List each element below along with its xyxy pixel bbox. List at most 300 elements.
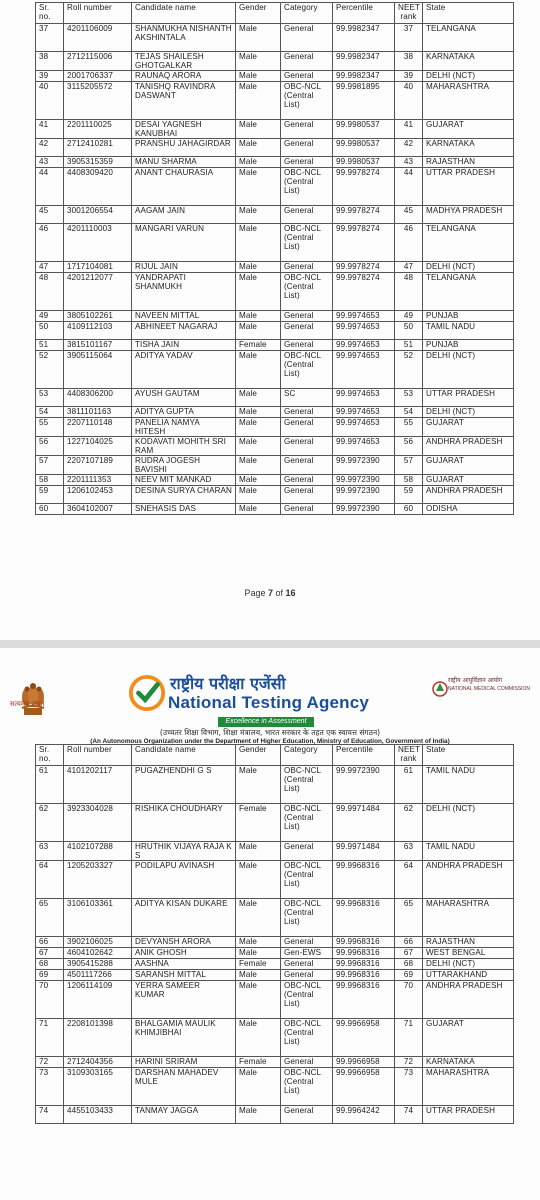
emblem-motto: सत्यमेव जयते: [10, 700, 45, 708]
gender-cell: Male: [236, 120, 281, 139]
candidate-name-cell: KODAVATI MOHITH SRI RAM: [132, 437, 236, 456]
gender-cell: Male: [236, 273, 281, 311]
table-row: [36, 937, 514, 948]
sr-no-cell: 56: [36, 437, 64, 456]
gender-cell: Male: [236, 168, 281, 206]
table-row: [36, 139, 514, 157]
sr-no-cell: 71: [36, 1019, 64, 1057]
gender-cell: Male: [236, 1068, 281, 1106]
candidate-name-cell: ABHINEET NAGARAJ: [132, 322, 236, 340]
state-cell: DELHI (NCT): [423, 351, 514, 389]
roll-number-cell: 4109112103: [64, 322, 132, 340]
table-row: [36, 340, 514, 351]
sr-no-cell: 45: [36, 206, 64, 224]
candidate-name-cell: DARSHAN MAHADEV MULE: [132, 1068, 236, 1106]
roll-number-cell: 1717104081: [64, 262, 132, 273]
sr-no-cell: 51: [36, 340, 64, 351]
header-roll-number: Roll number: [64, 745, 132, 766]
category-cell: OBC-NCL (Central List): [281, 804, 333, 842]
percentile-cell: 99.9978274: [333, 206, 395, 224]
roll-number-cell: 4201106009: [64, 24, 132, 52]
category-cell: SC: [281, 389, 333, 407]
candidate-name-cell: MANU SHARMA: [132, 157, 236, 168]
category-cell: OBC-NCL (Central List): [281, 168, 333, 206]
percentile-cell: 99.9972390: [333, 475, 395, 486]
page-prefix: Page: [244, 588, 268, 598]
sr-no-cell: 44: [36, 168, 64, 206]
percentile-cell: 99.9982347: [333, 24, 395, 52]
neet-rank-cell: 45: [395, 206, 423, 224]
neet-rank-cell: 64: [395, 861, 423, 899]
candidate-name-cell: ANANT CHAURASIA: [132, 168, 236, 206]
neet-rank-cell: 50: [395, 322, 423, 340]
table-row: [36, 1068, 514, 1106]
neet-rank-cell: 66: [395, 937, 423, 948]
percentile-cell: 99.9966958: [333, 1019, 395, 1057]
candidate-name-cell: MANGARI VARUN: [132, 224, 236, 262]
state-cell: UTTAR PRADESH: [423, 389, 514, 407]
roll-number-cell: 2712115006: [64, 52, 132, 71]
page-mid: of: [273, 588, 286, 598]
state-cell: KARNATAKA: [423, 139, 514, 157]
percentile-cell: 99.9966958: [333, 1068, 395, 1106]
table-header-row: [36, 745, 514, 766]
category-cell: General: [281, 262, 333, 273]
gender-cell: Male: [236, 139, 281, 157]
state-cell: KARNATAKA: [423, 1057, 514, 1068]
sr-no-cell: 66: [36, 937, 64, 948]
percentile-cell: 99.9968316: [333, 970, 395, 981]
nta-english-title: National Testing Agency: [168, 693, 370, 712]
candidate-name-cell: DEVYANSH ARORA: [132, 937, 236, 948]
neet-rank-cell: 49: [395, 311, 423, 322]
category-cell: OBC-NCL (Central List): [281, 899, 333, 937]
sr-no-cell: 68: [36, 959, 64, 970]
neet-rank-cell: 67: [395, 948, 423, 959]
candidate-name-cell: RISHIKA CHOUDHARY: [132, 804, 236, 842]
table-row: [36, 861, 514, 899]
candidate-name-cell: ADITYA GUPTA: [132, 407, 236, 418]
percentile-cell: 99.9978274: [333, 273, 395, 311]
percentile-cell: 99.9980537: [333, 157, 395, 168]
gender-cell: Male: [236, 262, 281, 273]
table-header-row: [36, 3, 514, 24]
table-row: [36, 1019, 514, 1057]
percentile-cell: 99.9971484: [333, 804, 395, 842]
percentile-cell: 99.9968316: [333, 981, 395, 1019]
roll-number-cell: 3805102261: [64, 311, 132, 322]
table-row: [36, 486, 514, 504]
percentile-cell: 99.9982347: [333, 71, 395, 82]
header-state: State: [423, 3, 514, 24]
table-row: [36, 82, 514, 120]
roll-number-cell: 3811101163: [64, 407, 132, 418]
roll-number-cell: 3001206554: [64, 206, 132, 224]
state-cell: ANDHRA PRADESH: [423, 486, 514, 504]
percentile-cell: 99.9972390: [333, 456, 395, 475]
neet-rank-cell: 48: [395, 273, 423, 311]
sr-no-cell: 50: [36, 322, 64, 340]
table-row: [36, 456, 514, 475]
neet-rank-cell: 56: [395, 437, 423, 456]
header-category: Category: [281, 745, 333, 766]
header-neet-rank: NEET rank: [395, 3, 423, 24]
neet-rank-cell: 42: [395, 139, 423, 157]
roll-number-cell: 2208101398: [64, 1019, 132, 1057]
table-row: [36, 959, 514, 970]
percentile-cell: 99.9978274: [333, 168, 395, 206]
candidate-name-cell: ANIK GHOSH: [132, 948, 236, 959]
sr-no-cell: 61: [36, 766, 64, 804]
roll-number-cell: 2712410281: [64, 139, 132, 157]
percentile-cell: 99.9978274: [333, 224, 395, 262]
header-state: State: [423, 745, 514, 766]
roll-number-cell: 3902106025: [64, 937, 132, 948]
category-cell: General: [281, 475, 333, 486]
sr-no-cell: 43: [36, 157, 64, 168]
header-sr-no: Sr. no.: [36, 745, 64, 766]
percentile-cell: 99.9974653: [333, 311, 395, 322]
table-row: [36, 120, 514, 139]
neet-rank-cell: 37: [395, 24, 423, 52]
header-percentile: Percentile: [333, 3, 395, 24]
header-percentile: Percentile: [333, 745, 395, 766]
state-cell: MAHARASHTRA: [423, 1068, 514, 1106]
candidate-name-cell: PANELIA NAMYA HITESH: [132, 418, 236, 437]
table-row: [36, 948, 514, 959]
table-row: [36, 24, 514, 52]
sr-no-cell: 69: [36, 970, 64, 981]
sr-no-cell: 55: [36, 418, 64, 437]
page-number: [0, 588, 540, 598]
percentile-cell: 99.9968316: [333, 948, 395, 959]
header-roll-number: Roll number: [64, 3, 132, 24]
header-candidate-name: Candidate name: [132, 3, 236, 24]
candidate-name-cell: NEEV MIT MANKAD: [132, 475, 236, 486]
nta-hindi-title: राष्ट्रीय परीक्षा एजेंसी: [170, 674, 286, 693]
roll-number-cell: 2207107189: [64, 456, 132, 475]
table-row: [36, 351, 514, 389]
table-row: [36, 168, 514, 206]
neet-rank-cell: 65: [395, 899, 423, 937]
neet-rank-cell: 51: [395, 340, 423, 351]
gender-cell: Male: [236, 981, 281, 1019]
sr-no-cell: 67: [36, 948, 64, 959]
roll-number-cell: 3106103361: [64, 899, 132, 937]
gender-cell: Male: [236, 937, 281, 948]
table-row: [36, 804, 514, 842]
percentile-cell: 99.9964242: [333, 1106, 395, 1124]
roll-number-cell: 2001706337: [64, 71, 132, 82]
sr-no-cell: 52: [36, 351, 64, 389]
percentile-cell: 99.9968316: [333, 959, 395, 970]
category-cell: OBC-NCL (Central List): [281, 351, 333, 389]
neet-rank-cell: 70: [395, 981, 423, 1019]
gender-cell: Male: [236, 311, 281, 322]
gender-cell: Male: [236, 842, 281, 861]
nta-tagline: Excellence in Assessment: [218, 717, 314, 727]
sr-no-cell: 72: [36, 1057, 64, 1068]
page-current: 7: [267, 588, 273, 598]
candidate-name-cell: SARANSH MITTAL: [132, 970, 236, 981]
category-cell: General: [281, 322, 333, 340]
gender-cell: Male: [236, 504, 281, 515]
category-cell: General: [281, 311, 333, 322]
sr-no-cell: 40: [36, 82, 64, 120]
roll-number-cell: 4201110003: [64, 224, 132, 262]
roll-number-cell: 3109303165: [64, 1068, 132, 1106]
neet-rank-cell: 47: [395, 262, 423, 273]
percentile-cell: 99.9974653: [333, 351, 395, 389]
gender-cell: Male: [236, 456, 281, 475]
candidate-name-cell: ADITYA KISAN DUKARE: [132, 899, 236, 937]
sr-no-cell: 57: [36, 456, 64, 475]
roll-number-cell: 1206102453: [64, 486, 132, 504]
state-cell: DELHI (NCT): [423, 959, 514, 970]
candidate-name-cell: YANDRAPATI SHANMUKH: [132, 273, 236, 311]
gender-cell: Male: [236, 899, 281, 937]
header-category: Category: [281, 3, 333, 24]
neet-rank-cell: 53: [395, 389, 423, 407]
percentile-cell: 99.9968316: [333, 937, 395, 948]
category-cell: General: [281, 139, 333, 157]
category-cell: General: [281, 842, 333, 861]
neet-rank-cell: 46: [395, 224, 423, 262]
roll-number-cell: 4408306200: [64, 389, 132, 407]
neet-rank-cell: 62: [395, 804, 423, 842]
category-cell: OBC-NCL (Central List): [281, 981, 333, 1019]
neet-rank-cell: 40: [395, 82, 423, 120]
roll-number-cell: 4408309420: [64, 168, 132, 206]
roll-number-cell: 3905315359: [64, 157, 132, 168]
percentile-cell: 99.9974653: [333, 407, 395, 418]
table-row: [36, 970, 514, 981]
header-sr-no: Sr. no.: [36, 3, 64, 24]
neet-rank-cell: 54: [395, 407, 423, 418]
percentile-cell: 99.9974653: [333, 389, 395, 407]
gender-cell: Male: [236, 948, 281, 959]
roll-number-cell: 4201212077: [64, 273, 132, 311]
candidate-name-cell: RIJUL JAIN: [132, 262, 236, 273]
roll-number-cell: 3604102007: [64, 504, 132, 515]
state-cell: RAJASTHAN: [423, 157, 514, 168]
state-cell: UTTARAKHAND: [423, 970, 514, 981]
state-cell: TAMIL NADU: [423, 842, 514, 861]
candidate-name-cell: SNEHASIS DAS: [132, 504, 236, 515]
candidate-name-cell: HRUTHIK VIJAYA RAJA K S: [132, 842, 236, 861]
category-cell: General: [281, 418, 333, 437]
percentile-cell: 99.9968316: [333, 861, 395, 899]
percentile-cell: 99.9982347: [333, 52, 395, 71]
percentile-cell: 99.9972390: [333, 766, 395, 804]
sr-no-cell: 62: [36, 804, 64, 842]
table-row: [36, 407, 514, 418]
gender-cell: Male: [236, 351, 281, 389]
state-cell: RAJASTHAN: [423, 937, 514, 948]
sr-no-cell: 63: [36, 842, 64, 861]
table-row: [36, 224, 514, 262]
roll-number-cell: 1206114109: [64, 981, 132, 1019]
roll-number-cell: 4102107288: [64, 842, 132, 861]
state-cell: DELHI (NCT): [423, 407, 514, 418]
state-cell: UTTAR PRADESH: [423, 1106, 514, 1124]
percentile-cell: 99.9974653: [333, 437, 395, 456]
table-row: [36, 437, 514, 456]
gender-cell: Female: [236, 804, 281, 842]
gender-cell: Male: [236, 475, 281, 486]
roll-number-cell: 4604102642: [64, 948, 132, 959]
gender-cell: Male: [236, 206, 281, 224]
gender-cell: Male: [236, 970, 281, 981]
gender-cell: Female: [236, 1057, 281, 1068]
candidate-name-cell: ADITYA YADAV: [132, 351, 236, 389]
state-cell: PUNJAB: [423, 340, 514, 351]
state-cell: TAMIL NADU: [423, 766, 514, 804]
category-cell: Gen-EWS: [281, 948, 333, 959]
state-cell: MAHARASHTRA: [423, 899, 514, 937]
candidate-name-cell: PODILAPU AVINASH: [132, 861, 236, 899]
candidate-name-cell: TISHA JAIN: [132, 340, 236, 351]
state-cell: UTTAR PRADESH: [423, 168, 514, 206]
header-neet-rank: NEET rank: [395, 745, 423, 766]
neet-rank-cell: 63: [395, 842, 423, 861]
neet-rank-cell: 71: [395, 1019, 423, 1057]
neet-rank-cell: 58: [395, 475, 423, 486]
gender-cell: Male: [236, 1019, 281, 1057]
state-cell: GUJARAT: [423, 456, 514, 475]
gender-cell: Male: [236, 389, 281, 407]
sr-no-cell: 60: [36, 504, 64, 515]
table-row: [36, 504, 514, 515]
neet-rank-cell: 69: [395, 970, 423, 981]
state-cell: GUJARAT: [423, 120, 514, 139]
gender-cell: Male: [236, 407, 281, 418]
gender-cell: Male: [236, 486, 281, 504]
state-cell: MADHYA PRADESH: [423, 206, 514, 224]
sr-no-cell: 73: [36, 1068, 64, 1106]
sr-no-cell: 37: [36, 24, 64, 52]
roll-number-cell: 4101202117: [64, 766, 132, 804]
state-cell: ANDHRA PRADESH: [423, 861, 514, 899]
neet-rank-cell: 44: [395, 168, 423, 206]
state-cell: TELANGANA: [423, 273, 514, 311]
candidate-name-cell: RUDRA JOGESH BAVISHI: [132, 456, 236, 475]
percentile-cell: 99.9968316: [333, 899, 395, 937]
gender-cell: Female: [236, 340, 281, 351]
percentile-cell: 99.9972390: [333, 486, 395, 504]
candidate-name-cell: RAUNAQ ARORA: [132, 71, 236, 82]
header-candidate-name: Candidate name: [132, 745, 236, 766]
percentile-cell: 99.9974653: [333, 418, 395, 437]
category-cell: General: [281, 486, 333, 504]
state-cell: ODISHA: [423, 504, 514, 515]
state-cell: DELHI (NCT): [423, 262, 514, 273]
percentile-cell: 99.9978274: [333, 262, 395, 273]
table-row: [36, 273, 514, 311]
table-row: [36, 311, 514, 322]
state-cell: WEST BENGAL: [423, 948, 514, 959]
gender-cell: Male: [236, 418, 281, 437]
roll-number-cell: 3115205572: [64, 82, 132, 120]
sr-no-cell: 70: [36, 981, 64, 1019]
roll-number-cell: 4501117266: [64, 970, 132, 981]
gender-cell: Male: [236, 224, 281, 262]
table-row: [36, 71, 514, 82]
sr-no-cell: 46: [36, 224, 64, 262]
gender-cell: Male: [236, 1106, 281, 1124]
roll-number-cell: 2207110148: [64, 418, 132, 437]
table-row: [36, 1057, 514, 1068]
page-total: 16: [285, 588, 296, 598]
category-cell: OBC-NCL (Central List): [281, 766, 333, 804]
sr-no-cell: 41: [36, 120, 64, 139]
state-cell: DELHI (NCT): [423, 71, 514, 82]
state-cell: ANDHRA PRADESH: [423, 981, 514, 1019]
nta-logo-icon: [128, 674, 166, 712]
results-table-page-8: [35, 744, 514, 1124]
state-cell: GUJARAT: [423, 418, 514, 437]
percentile-cell: 99.9974653: [333, 322, 395, 340]
candidate-name-cell: AYUSH GAUTAM: [132, 389, 236, 407]
percentile-cell: 99.9980537: [333, 139, 395, 157]
gender-cell: Male: [236, 437, 281, 456]
candidate-name-cell: AASHNA: [132, 959, 236, 970]
state-cell: TELANGANA: [423, 224, 514, 262]
state-cell: TELANGANA: [423, 24, 514, 52]
roll-number-cell: 3905415288: [64, 959, 132, 970]
category-cell: OBC-NCL (Central List): [281, 1019, 333, 1057]
results-table-page-7: [35, 2, 514, 515]
table-row: [36, 52, 514, 71]
neet-rank-cell: 72: [395, 1057, 423, 1068]
candidate-name-cell: SHANMUKHA NISHANTH AKSHINTALA: [132, 24, 236, 52]
state-cell: DELHI (NCT): [423, 804, 514, 842]
table-row: [36, 157, 514, 168]
sr-no-cell: 74: [36, 1106, 64, 1124]
header-gender: Gender: [236, 3, 281, 24]
state-cell: TAMIL NADU: [423, 322, 514, 340]
sr-no-cell: 39: [36, 71, 64, 82]
roll-number-cell: 1205203327: [64, 861, 132, 899]
neet-rank-cell: 39: [395, 71, 423, 82]
gender-cell: Male: [236, 322, 281, 340]
gender-cell: Male: [236, 82, 281, 120]
neet-rank-cell: 41: [395, 120, 423, 139]
percentile-cell: 99.9966958: [333, 1057, 395, 1068]
candidate-name-cell: PRANSHU JAHAGIRDAR: [132, 139, 236, 157]
table-row: [36, 418, 514, 437]
percentile-cell: 99.9972390: [333, 504, 395, 515]
candidate-name-cell: NAVEEN MITTAL: [132, 311, 236, 322]
percentile-cell: 99.9974653: [333, 340, 395, 351]
nmc-english: NATIONAL MEDICAL COMMISSION: [448, 686, 531, 692]
roll-number-cell: 2201110025: [64, 120, 132, 139]
roll-number-cell: 3815101167: [64, 340, 132, 351]
neet-rank-cell: 52: [395, 351, 423, 389]
category-cell: General: [281, 340, 333, 351]
state-cell: ANDHRA PRADESH: [423, 437, 514, 456]
neet-rank-cell: 38: [395, 52, 423, 71]
category-cell: General: [281, 437, 333, 456]
table-row: [36, 262, 514, 273]
roll-number-cell: 4455103433: [64, 1106, 132, 1124]
gender-cell: Male: [236, 157, 281, 168]
neet-rank-cell: 57: [395, 456, 423, 475]
neet-rank-cell: 60: [395, 504, 423, 515]
category-cell: OBC-NCL (Central List): [281, 273, 333, 311]
state-cell: KARNATAKA: [423, 52, 514, 71]
sr-no-cell: 58: [36, 475, 64, 486]
